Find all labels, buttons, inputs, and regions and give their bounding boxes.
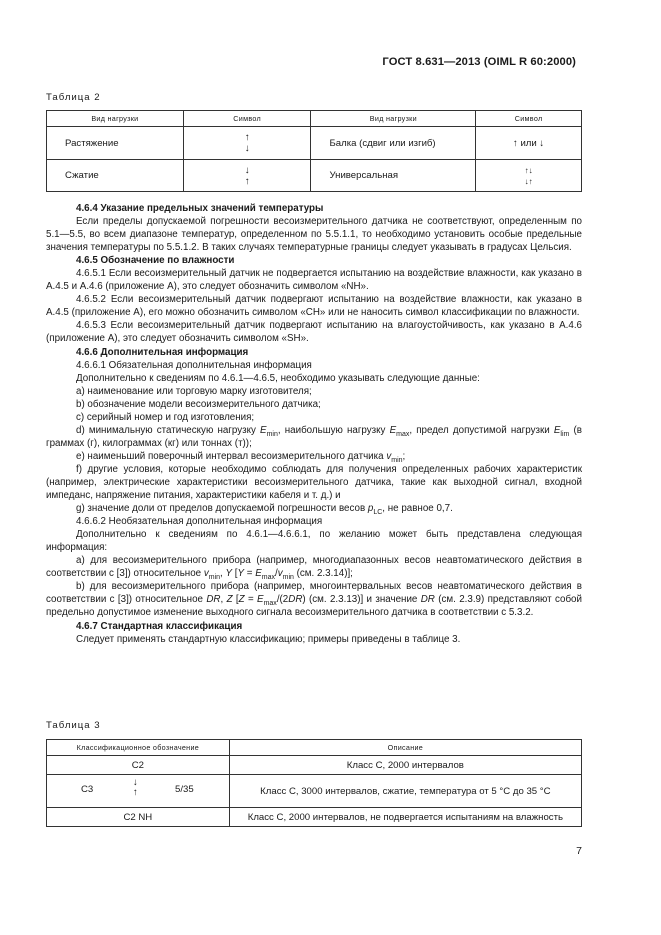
page-number: 7 <box>576 845 582 857</box>
paragraph: Если пределы допускаемой погрешности весоизмерительного датчика не соответствуют, определенным по 5.1—5.5, во всем диапазоне температур, определенном по 5.5.1.1, то необходимо установить особые предельные значения температуры по 5.5.1.2. В таких случаях температурные границы следует указывать в градусах Цельсия. <box>46 216 582 254</box>
table2-cell: Сжатие <box>47 160 184 192</box>
temperature-range: 5/35 <box>175 784 194 795</box>
document-body <box>46 202 582 646</box>
table2-col-load-2: Вид нагрузки <box>311 111 476 127</box>
table-row <box>47 756 582 775</box>
list-item: b) для весоизмерительного прибора (например, многоинтервальных весов неавтоматического действия в соответствии с [3]) относительное DR, Z [$Z = E_{max}/(2DR)$ (см. 2.3.13)] и значение DR (см. 2.3.9) представляют собой предельно допустимое изменение выходного сигнала весоизмерительного датчика в соответствии с 5.3.2. <box>46 581 582 619</box>
paragraph: Следует применять стандартную классификацию; примеры приведены в таблице 3. <box>76 633 461 645</box>
arrow-up-icon: ↑ <box>244 132 250 143</box>
table3-col-desc: Описание <box>229 740 581 756</box>
table2-col-symbol: Символ <box>183 111 311 127</box>
section-4-6-4-title: 4.6.4 Указание предельных значений температуры <box>76 203 324 214</box>
table-row <box>47 127 582 160</box>
arrow-up-icon: ↑ <box>133 787 138 798</box>
compression-symbol <box>133 778 138 798</box>
list-item: f) другие условия, которые необходимо соблюдать для получения определенных рабочих характеристик (например, электрические характеристики весоизмерительного датчика, такие как выходной сигнал, входной импеданс, напряжение питания, характеристики кабеля и т. д.) и <box>46 463 582 502</box>
table3 <box>46 739 582 827</box>
paragraph: 4.6.5.1 Если весоизмерительный датчик не подвергается испытанию на воздействие влажности, как указано в А.4.5 и А.4.6 (приложение А), это следует обозначить символом «NH». <box>46 268 582 293</box>
universal-symbol <box>476 160 582 192</box>
table-row <box>47 775 582 808</box>
table3-col-class: Классификационное обозначение <box>47 740 230 756</box>
class-code: C3 <box>81 784 94 795</box>
arrows-up-down-icon: ↑↓ <box>524 165 533 175</box>
table3-cell: Класс C, 2000 интервалов, не подвергается испытаниям на влажность <box>229 808 581 827</box>
table-row <box>47 808 582 827</box>
table-row <box>47 160 582 192</box>
table3-header-row <box>47 740 582 756</box>
table3-caption: Таблица 3 <box>46 720 101 731</box>
table2-cell: Растяжение <box>47 127 184 160</box>
table2-header-row <box>47 111 582 127</box>
table3-code-cell <box>47 775 230 808</box>
table2-caption: Таблица 2 <box>46 92 101 103</box>
table2 <box>46 110 582 192</box>
table2-cell: Балка (сдвиг или изгиб) <box>311 127 476 160</box>
compression-symbol <box>183 160 311 192</box>
paragraph: Дополнительно к сведениям по 4.6.1—4.6.6.1, по желанию может быть представлена следующая информация: <box>46 529 582 554</box>
paragraph: 4.6.5.3 Если весоизмерительный датчик подвергают испытанию на влагоустойчивость, как указано в А.4.6 (приложение А), это следует обозначить символом «SH». <box>46 320 582 345</box>
section-4-6-7-title: 4.6.7 Стандартная классификация <box>76 620 243 632</box>
arrows-down-up-icon: ↓↑ <box>524 176 533 186</box>
table3-cell: C2 <box>47 756 230 775</box>
list-item: d) минимальную статическую нагрузку $E_{min}$, наибольшую нагрузку $E_{max}$, предел допустимой нагрузки $E_{lim}$ (в граммах (г), килограммах (кг) или тоннах (т)); <box>46 424 582 449</box>
section-4-6-6-title: 4.6.6 Дополнительная информация <box>76 346 249 358</box>
list-item: b) обозначение модели весоизмерительного датчика; <box>76 398 321 410</box>
tension-symbol <box>183 127 311 160</box>
arrow-down-icon: ↓ <box>133 777 138 788</box>
document-header: ГОСТ 8.631—2013 (OIML R 60:2000) <box>382 56 576 68</box>
table3-cell: Класс C, 2000 интервалов <box>229 756 581 775</box>
arrow-up-icon: ↑ <box>244 175 250 187</box>
table3-cell: Класс C, 3000 интервалов, сжатие, температура от 5 °C до 35 °C <box>229 775 581 808</box>
subsection-title: 4.6.6.1 Обязательная дополнительная информация <box>76 359 312 371</box>
arrow-down-icon: ↓ <box>244 164 250 176</box>
paragraph: 4.6.5.2 Если весоизмерительный датчик подвергают испытанию на воздействие влажности, как указано в А.4.5 (приложение А), его можно обозначить символом «CH» или не наносить символ классификации по влажности. <box>46 294 582 319</box>
table2-col-symbol-2: Символ <box>476 111 582 127</box>
paragraph: Дополнительно к сведениям по 4.6.1—4.6.5, необходимо указывать следующие данные: <box>76 372 480 384</box>
arrow-down-icon: ↓ <box>244 143 250 154</box>
list-item: a) наименование или торговую марку изготовителя; <box>76 385 312 397</box>
table3-cell: C2 NH <box>47 808 230 827</box>
list-item: c) серийный номер и год изготовления; <box>76 411 255 423</box>
list-item: a) для весоизмерительного прибора (например, многодиапазонных весов неавтоматического действия в соответствии с [3]) относительное $v_{min}$, Y [$Y = E_{max}/v_{min}$ (см. 2.3.14)]; <box>46 555 582 582</box>
beam-symbol: ↑ или ↓ <box>476 127 582 160</box>
table2-col-load: Вид нагрузки <box>47 111 184 127</box>
section-4-6-5-title: 4.6.5 Обозначение по влажности <box>76 255 235 267</box>
table2-cell: Универсальная <box>311 160 476 192</box>
subsection-title: 4.6.6.2 Необязательная дополнительная информация <box>76 516 323 528</box>
list-item: g) значение доли от пределов допускаемой погрешности весов $p_{LC}$, не равное 0,7. <box>76 503 453 517</box>
list-item: e) наименьший поверочный интервал весоизмерительного датчика $v_{min}$; <box>76 450 406 464</box>
